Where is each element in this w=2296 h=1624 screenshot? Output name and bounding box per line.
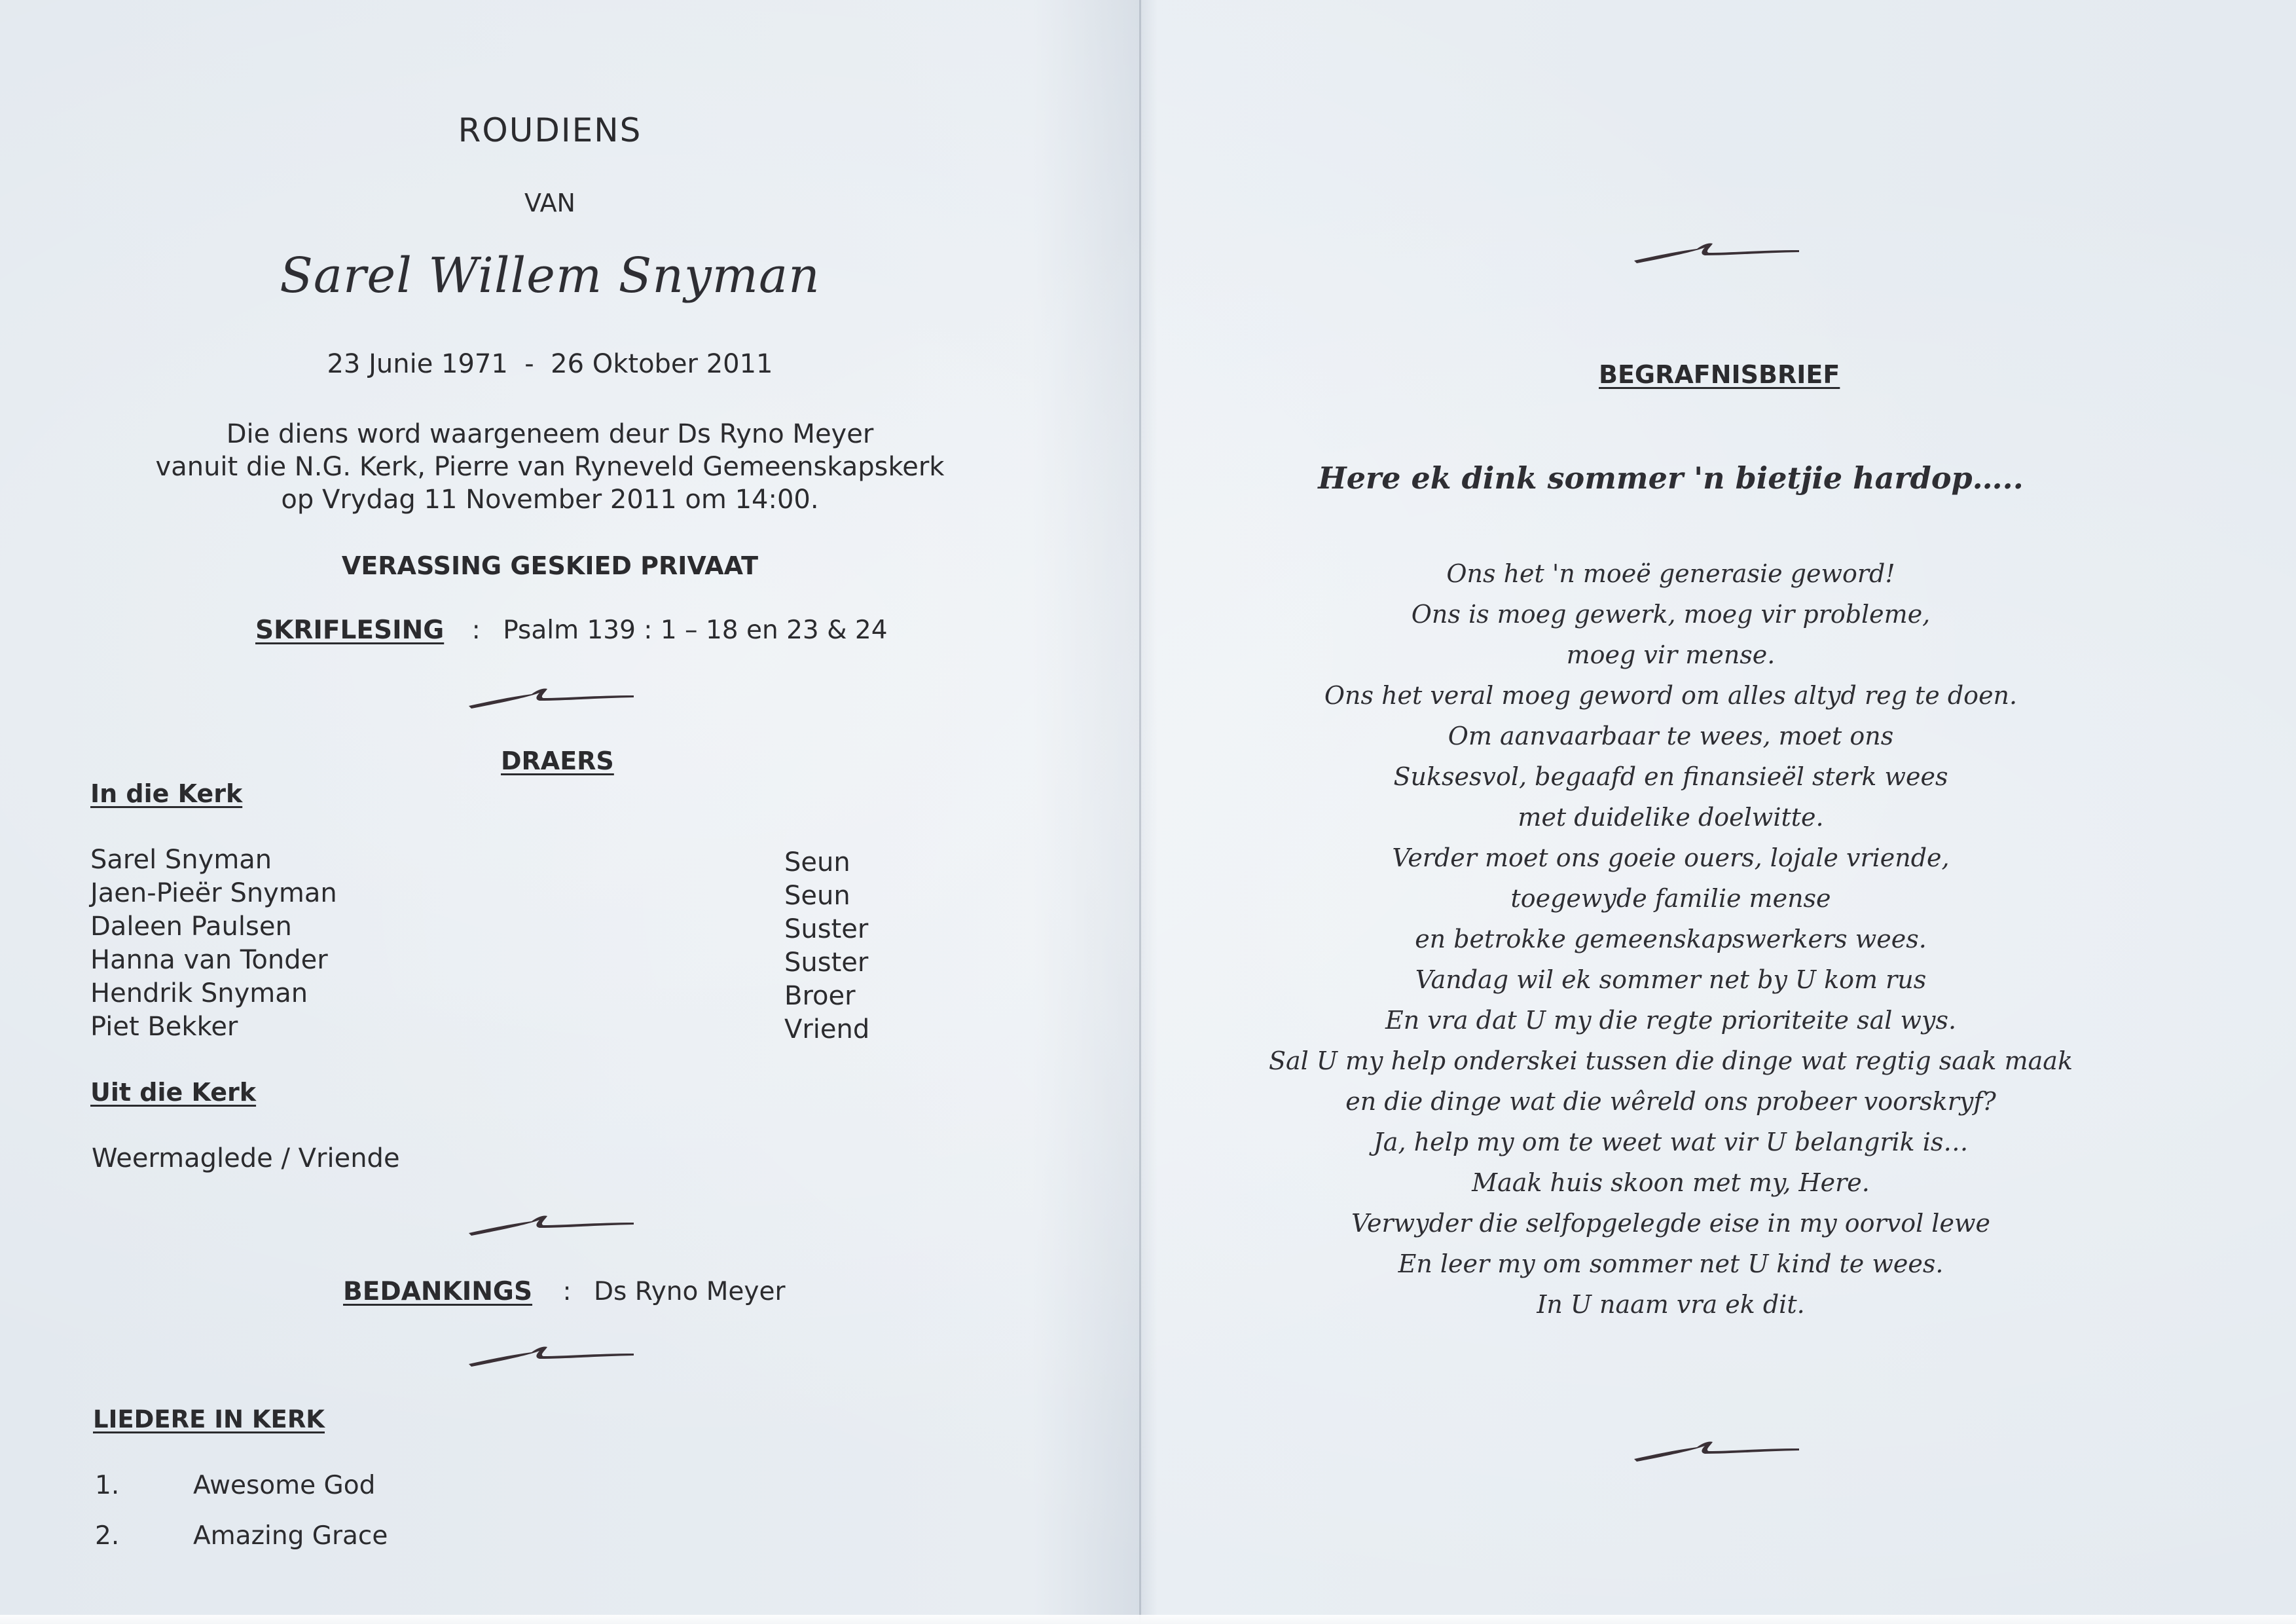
verassing-note: VERASSING GESKIED PRIVAAT: [341, 551, 759, 580]
poem-line: Verder moet ons goeie ouers, lojale vriende,: [1392, 843, 1950, 872]
pallbearer-name: Hanna van Tonder: [90, 945, 328, 975]
pallbearer-roles: [784, 846, 869, 1046]
bedankings-row: [343, 1277, 786, 1306]
flourish-ornament-icon: [1631, 236, 1802, 268]
song-number: 1.: [95, 1471, 120, 1500]
page-title: ROUDIENS: [458, 111, 642, 149]
poem-line: In U naam vra ek dit.: [1537, 1290, 1805, 1319]
flourish-ornament-icon: [466, 681, 636, 714]
service-line: Die diens word waargeneem deur Ds Ryno Meyer: [226, 419, 874, 449]
poem-line: met duidelike doelwitte.: [1518, 803, 1824, 832]
pallbearer-role: Suster: [784, 948, 869, 978]
pallbearer-name: Daleen Paulsen: [90, 912, 292, 942]
poem-line: En vra dat U my die regte prioriteite sal wys.: [1385, 1006, 1957, 1035]
left-page: [0, 0, 1139, 1624]
skriflesing-separator: :: [471, 616, 481, 645]
song-title: Awesome God: [193, 1471, 376, 1500]
poem-line: Ons het 'n moeë generasie geword!: [1446, 559, 1895, 588]
liedere-heading: LIEDERE IN KERK: [93, 1405, 325, 1433]
poem-line: En leer my om sommer net U kind te wees.: [1398, 1249, 1944, 1278]
song-number: 2.: [95, 1521, 120, 1551]
bedankings-value: Ds Ryno Meyer: [594, 1277, 786, 1306]
poem-line: Ja, help my om te weet wat vir U belangrik is…: [1373, 1128, 1969, 1156]
poem-line: moeg vir mense.: [1566, 640, 1776, 669]
skriflesing-label: SKRIFLESING: [255, 616, 445, 645]
poem-line: Verwyder die selfopgelegde eise in my oorvol lewe: [1351, 1209, 1990, 1238]
poem-line: Vandag wil ek sommer net by U kom rus: [1415, 965, 1927, 994]
pallbearer-names: [90, 843, 337, 1044]
flourish-ornament-icon: [1631, 1434, 1802, 1467]
poem-line: Maak huis skoon met my, Here.: [1472, 1168, 1870, 1197]
service-line: op Vrydag 11 November 2011 om 14:00.: [281, 485, 819, 515]
song-item: [95, 1471, 488, 1504]
pallbearer-role: Vriend: [784, 1014, 870, 1044]
pallbearer-name: Sarel Snyman: [90, 845, 272, 875]
song-title: Amazing Grace: [193, 1521, 388, 1551]
pallbearer-name: Jaen-Pieër Snyman: [90, 878, 337, 908]
in-die-kerk-heading: In die Kerk: [90, 779, 243, 808]
life-dates: 23 Junie 1971 - 26 Oktober 2011: [327, 349, 773, 379]
pallbearer-role: Seun: [784, 881, 850, 911]
pallbearer-role: Broer: [784, 981, 856, 1011]
uit-die-kerk-value: Weermaglede / Vriende: [92, 1143, 400, 1173]
skriflesing-row: [255, 616, 888, 645]
skriflesing-value: Psalm 139 : 1 – 18 en 23 & 24: [503, 616, 888, 645]
letter-opening: Here ek dink sommer 'n bietjie hardop…..: [1318, 460, 2024, 496]
uit-die-kerk-heading: Uit die Kerk: [90, 1078, 257, 1107]
bedankings-label: BEDANKINGS: [343, 1277, 533, 1306]
letter-poem: [1140, 553, 2201, 1325]
pallbearer-name: Piet Bekker: [90, 1012, 238, 1042]
van-label: VAN: [524, 189, 575, 217]
deceased-name: Sarel Willem Snyman: [280, 248, 820, 304]
poem-line: Ons is moeg gewerk, moeg vir probleme,: [1411, 600, 1931, 629]
service-line: vanuit die N.G. Kerk, Pierre van Ryneveld Gemeenskapskerk: [155, 452, 945, 482]
right-page: [1140, 0, 2280, 1624]
bedankings-separator: :: [562, 1277, 572, 1306]
poem-line: toegewyde familie mense: [1510, 884, 1831, 913]
poem-line: en betrokke gemeenskapswerkers wees.: [1415, 925, 1927, 953]
poem-line: Ons het veral moeg geword om alles altyd reg te doen.: [1324, 681, 2018, 710]
pallbearer-role: Suster: [784, 914, 869, 944]
service-details: [0, 418, 1100, 516]
flourish-ornament-icon: [466, 1208, 636, 1241]
song-item: [95, 1521, 488, 1554]
poem-line: Suksesvol, begaafd en finansieël sterk wees: [1393, 762, 1948, 791]
flourish-ornament-icon: [466, 1339, 636, 1372]
draers-heading: DRAERS: [501, 747, 614, 775]
paper-bottom-edge: [0, 1615, 2296, 1624]
poem-line: Sal U my help onderskei tussen die dinge wat regtig saak maak: [1268, 1046, 2073, 1075]
poem-line: en die dinge wat die wêreld ons probeer voorskryf?: [1345, 1087, 1996, 1116]
pallbearer-name: Hendrik Snyman: [90, 978, 308, 1008]
pallbearer-role: Seun: [784, 847, 850, 877]
begrafnisbrief-heading: BEGRAFNISBRIEF: [1599, 360, 1840, 389]
poem-line: Om aanvaarbaar te wees, moet ons: [1448, 722, 1894, 750]
